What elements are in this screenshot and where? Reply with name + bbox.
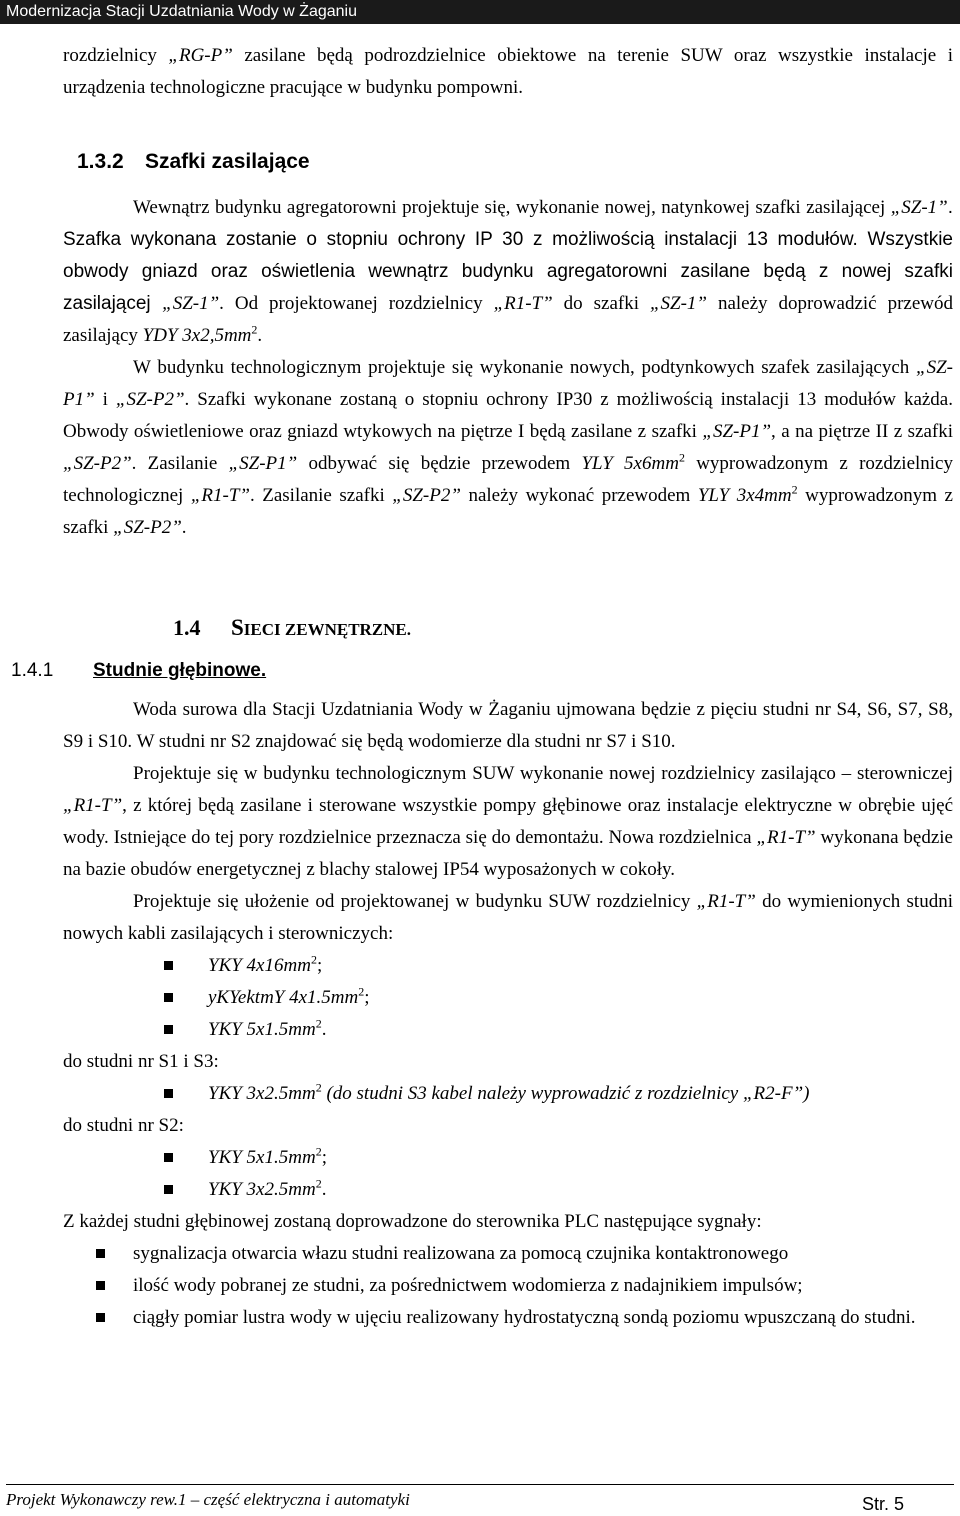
section-number: 1.4	[173, 615, 201, 640]
section-title: IECI ZEWNĘTRZNE.	[243, 620, 412, 639]
paragraph-water-source: Woda surowa dla Stacji Uzdatniania Wody w Żaganiu ujmowana będzie z pięciu studni nr S4, S6, S7, S8, S9 i S10. W studni nr S2 znajdować się będą wodomierze dla studni nr S7 i S10.	[63, 699, 953, 752]
page-header	[0, 0, 960, 24]
document-title: Modernizacja Stacji Uzdatniania Wody w Żaganiu	[6, 3, 357, 20]
section-1-3-2-heading	[77, 146, 953, 178]
section-number: 1.3.2	[77, 150, 124, 173]
paragraph-rg-p: rozdzielnicy „RG-P” zasilane będą podrozdzielnice obiektowe na terenie SUW oraz wszystkie instalacje i urządzenia technologiczne pracujące w budynku pompowni.	[63, 45, 953, 98]
label-s2: do studni nr S2:	[63, 1115, 184, 1136]
cable-list-1	[63, 950, 953, 1046]
list-item: YKY $5x1.5mm^2$.	[63, 1014, 953, 1046]
list-item: sygnalizacja otwarcia włazu studni realizowana za pomocą czujnika kontaktronowego	[63, 1238, 953, 1270]
section-1-4-heading: 1.4 SIECI ZEWNĘTRZNE.	[173, 612, 953, 646]
list-item: ciągły pomiar lustra wody w ujęciu realizowany hydrostatyczną sondą poziomu wpuszczaną do studni.	[63, 1302, 953, 1334]
cable-list-3	[63, 1142, 953, 1206]
section-1-4-1-heading	[11, 656, 953, 686]
page-content	[11, 40, 953, 1334]
section-number: 1.4.1	[11, 660, 54, 681]
list-item: YKY $5x1.5mm^2$;	[63, 1142, 953, 1174]
list-item: YKY $4x16mm^2$;	[63, 950, 953, 982]
footer-project: Projekt Wykonawczy rew.1 – część elektryczna i automatyki	[6, 1490, 410, 1509]
section-title: Studnie głębinowe.	[93, 660, 267, 681]
label-s1-s3: do studni nr S1 i S3:	[63, 1051, 219, 1072]
page-number: Str. 5	[861, 1494, 904, 1514]
list-item: YKY $3x2.5mm^2$ (do studni S3 kabel należy wyprowadzić z rozdzielnicy „R2-F”)	[63, 1078, 953, 1110]
paragraph-sz1: Wewnątrz budynku agregatorowni projektuje się, wykonanie nowej, natynkowej szafki zasilającej „SZ-1”. Szafka wykonana zostanie o stopniu ochrony IP 30 z możliwością instalacji 13 modułów. Wszystkie obwody gniazd oraz oświetlenia wewnątrz budynku agregatorowni zasilane będą z nowej szafki zasilającej „SZ-1”. Od projektowanej rozdzielnicy „R1-T” do szafki „SZ-1” należy doprowadzić przewód zasilający YDY $3x2,5mm^2$.	[63, 197, 953, 346]
signal-list	[63, 1238, 953, 1334]
list-item: YKY $3x2.5mm^2$.	[63, 1174, 953, 1206]
list-item: ilość wody pobranej ze studni, za pośrednictwem wodomierza z nadajnikiem impulsów;	[63, 1270, 953, 1302]
section-title: Szafki zasilające	[145, 150, 310, 173]
paragraph-sz-p: W budynku technologicznym projektuje się wykonanie nowych, podtynkowych szafek zasilających „SZ-P1” i „SZ-P2”. Szafki wykonane zostaną o stopniu ochrony IP30 z możliwością instalacji 13 modułów każda. Obwody oświetleniowe oraz gniazd wtykowych na piętrze I będą zasilane z szafki „SZ-P1”, a na piętrze II z szafki „SZ-P2”. Zasilanie „SZ-P1” odbywać się będzie przewodem YLY $5x6mm^2$ wyprowadzonym z rozdzielnicy technologicznej „R1-T”. Zasilanie szafki „SZ-P2” należy wykonać przewodem YLY $3x4mm^2$ wyprowadzonym z szafki „SZ-P2”.	[63, 357, 953, 538]
paragraph-cables-intro: Projektuje się ułożenie od projektowanej w budynku SUW rozdzielnicy „R1-T” do wymienionych studni nowych kabli zasilających i sterowniczych:	[63, 891, 953, 944]
paragraph-r1-t: Projektuje się w budynku technologicznym SUW wykonanie nowej rozdzielnicy zasilająco – sterowniczej „R1-T”, z której będą zasilane i sterowane wszystkie pompy głębinowe oraz instalacje elektryczne w obrębie ujęć wody. Istniejące do tej pory rozdzielnice przeznacza się do demontażu. Nowa rozdzielnica „R1-T” wykonana będzie na bazie obudów energetycznej z blachy stalowej IP54 wyposażonych w cokoły.	[63, 763, 953, 880]
cable-list-2	[63, 1078, 953, 1110]
list-item: yKYektmY $4x1.5mm^2$;	[63, 982, 953, 1014]
footer-divider	[6, 1484, 954, 1485]
paragraph-signals-intro: Z każdej studni głębinowej zostaną doprowadzone do sterownika PLC następujące sygnały:	[63, 1211, 762, 1232]
